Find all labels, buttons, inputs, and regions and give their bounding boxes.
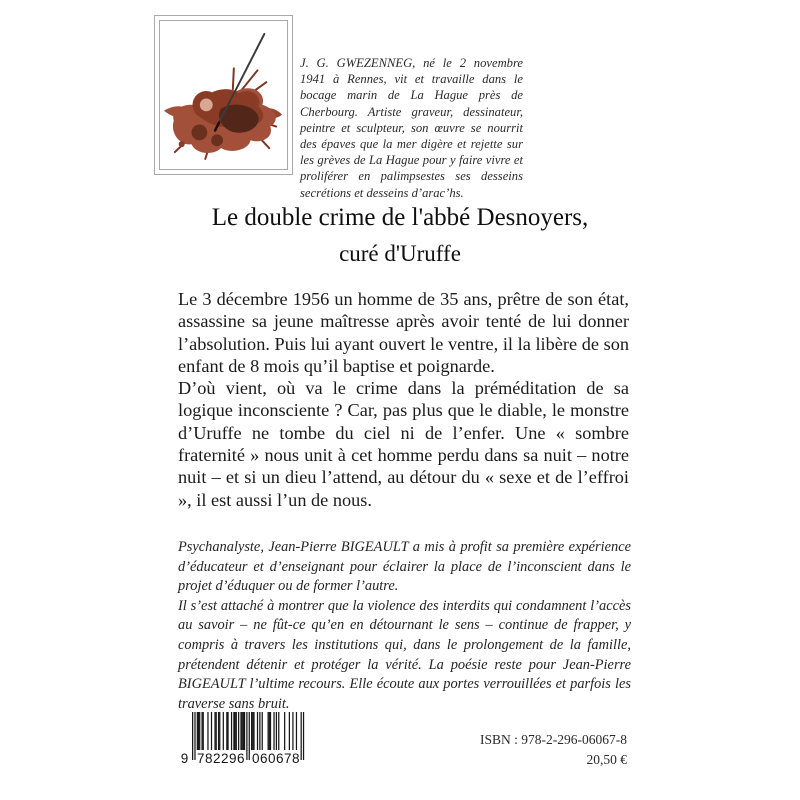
isbn-price-block [480, 730, 627, 770]
barcode-digit-lead: 9 [180, 751, 189, 766]
book-title-line1: Le double crime de l'abbé Desnoyers, [211, 204, 589, 231]
artist-bio-text: J. G. GWEZENNEG, né le 2 novembre 1941 à Rennes, vit et travaille dans le bocage marin de La Hague près de Cherbourg. Artiste graveur, dessinateur, peintre et sculpteur, son œuvre se nourrit des épaves que la mer digère et rejette sur les grèves de La Hague pour y faire vivre et proliférer en palimpsestes ses desseins secrétions et desseins d’arac’hs. [300, 56, 523, 200]
book-title-line2: curé d'Uruffe [339, 241, 461, 266]
ean13-barcode [178, 711, 312, 773]
synopsis-paragraph-2: D’où vient, où va le crime dans la préméditation de sa logique inconsciente ? Car, pas plus que le diable, le monstre d’Uruffe ne tombe du ciel ni de l’enfer. Une « sombre fraternité » nous unit à cet homme perdu dans sa nuit – notre nuit – et si un dieu l’attend, au détour du « sexe et de l’effroi », il est aussi l’un de nous. [178, 378, 629, 510]
synopsis [178, 288, 629, 511]
synopsis-paragraph-1: Le 3 décembre 1956 un homme de 35 ans, prêtre de son état, assassine sa jeune maîtresse après avoir tenté de lui donner l’absolution. Puis lui ayant ouvert le ventre, il la libère de son enfant de 8 mois qu’il baptise et poignarde. [178, 289, 629, 376]
barcode-digits-right: 060678 [252, 751, 301, 766]
illustration-frame [154, 15, 293, 175]
author-note-paragraph-2: Il s’est attaché à montrer que la violence des interdits qui condamnent l’accès au savoir – ne fût-ce qu’en en détournant le sens – continue de frapper, y compris à travers les institutions qui, dans le prolongement de la famille, prétendent détenir et protéger la vérité. La poésie reste pour Jean-Pierre BIGEAULT l’ultime recours. Elle écoute aux portes verrouillées et parfois les traverse sans bruit. [178, 597, 631, 712]
author-note-paragraph-1: Psychanalyste, Jean-Pierre BIGEAULT a mis à profit sa première expérience d’éducateur et d’enseignant pour éclairer la place de l’inconscient dans le projet d’éduquer ou de former l’autre. [178, 539, 631, 595]
barcode-digits-left: 782296 [197, 751, 246, 766]
price-label: 20,50 € [586, 752, 627, 767]
illustration-frame-inner [159, 20, 288, 170]
book-title [100, 203, 700, 268]
ink-splash-illustration [160, 21, 287, 169]
author-note [178, 538, 631, 714]
isbn-label: ISBN : 978-2-296-06067-8 [480, 732, 627, 747]
barcode-digits [178, 751, 312, 767]
